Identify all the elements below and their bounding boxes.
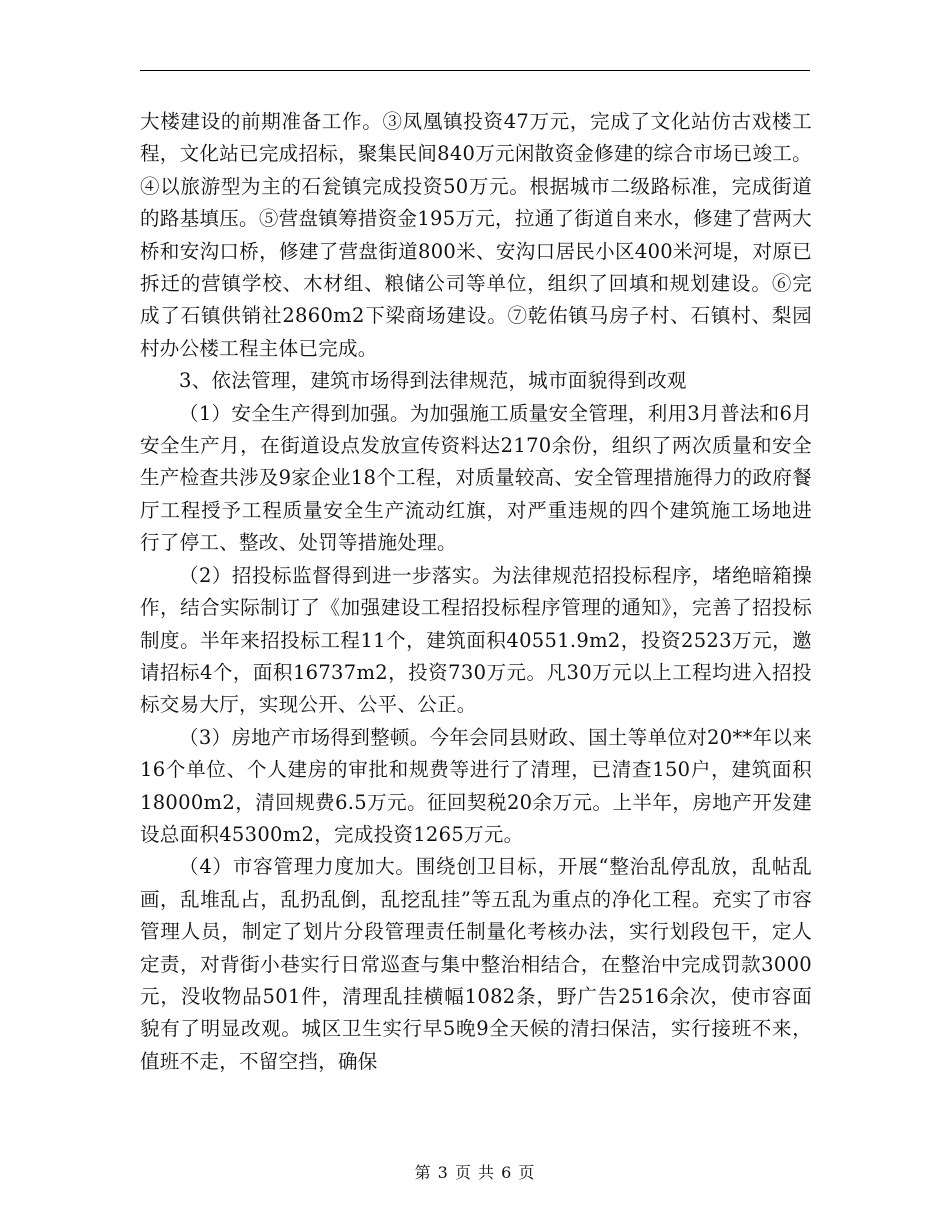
paragraph-safety: （1）安全生产得到加强。为加强施工质量安全管理，利用3月普法和6月安全生产月，在街道设点发放宣传资料达2170余份，组织了两次质量和安全生产检查共涉及9家企业18个工程，对质量较高、安全管理措施得力的政府餐厅工程授予工程质量安全生产流动红旗，对严重违规的四个建筑施工场地进行了停工、整改、处罚等措施处理。 <box>140 401 812 555</box>
paragraph-city-management: （4）市容管理力度加大。围绕创卫目标，开展“整治乱停乱放，乱帖乱画，乱堆乱占，乱扔乱倒，乱挖乱挂”等五乱为重点的净化工程。充实了市容管理人员，制定了划片分段管理责任制量化考核办法，实行划段包干，定人定责，对背街小巷实行日常巡查与集中整治相结合，在整治中完成罚款3000元，没收物品501件，清理乱挂横幅1082条，野广告2516余次，使市容面貌有了明显改观。城区卫生实行早5晚9全天候的清扫保洁，实行接班不来，值班不走，不留空挡，确保 <box>140 855 812 1073</box>
paragraph-continuation: 大楼建设的前期准备工作。③凤凰镇投资47万元，完成了文化站仿古戏楼工程，文化站已完成招标，聚集民间840万元闲散资金修建的综合市场已竣工。④以旅游型为主的石瓮镇完成投资50万元。根据城市二级路标准，完成街道的路基填压。⑤营盘镇筹措资金195万元，拉通了街道自来水，修建了营两大桥和安沟口桥，修建了营盘街道800米、安沟口居民小区400米河堤，对原已拆迁的营镇学校、木材组、粮储公司等单位，组织了回填和规划建设。⑥完成了石镇供销社2860m2下梁商场建设。⑦乾佑镇马房子村、石镇村、梨园村办公楼工程主体已完成。 <box>140 110 812 360</box>
body-text <box>140 106 812 1078</box>
header-rule <box>140 70 810 71</box>
section-heading: 3、依法管理，建筑市场得到法律规范，城市面貌得到改观 <box>179 369 687 393</box>
page-number-footer: 第 3 页 共 6 页 <box>414 1163 536 1182</box>
paragraph-real-estate: （3）房地产市场得到整顿。今年会同县财政、国土等单位对20**年以来16个单位、个人建房的审批和规费等进行了清理，已清查150户，建筑面积18000m2，清回规费6.5万元。征回契税20余万元。上半年，房地产开发建设总面积45300m2，完成投资1265万元。 <box>140 725 812 846</box>
paragraph-bidding: （2）招投标监督得到进一步落实。为法律规范招投标程序，堵绝暗箱操作，结合实际制订了《加强建设工程招投标程序管理的通知》，完善了招投标制度。半年来招投标工程11个，建筑面积40551.9m2，投资2523万元，邀请招标4个，面积16737m2，投资730万元。凡30万元以上工程均进入招投标交易大厅，实现公开、公平、公正。 <box>140 563 812 717</box>
